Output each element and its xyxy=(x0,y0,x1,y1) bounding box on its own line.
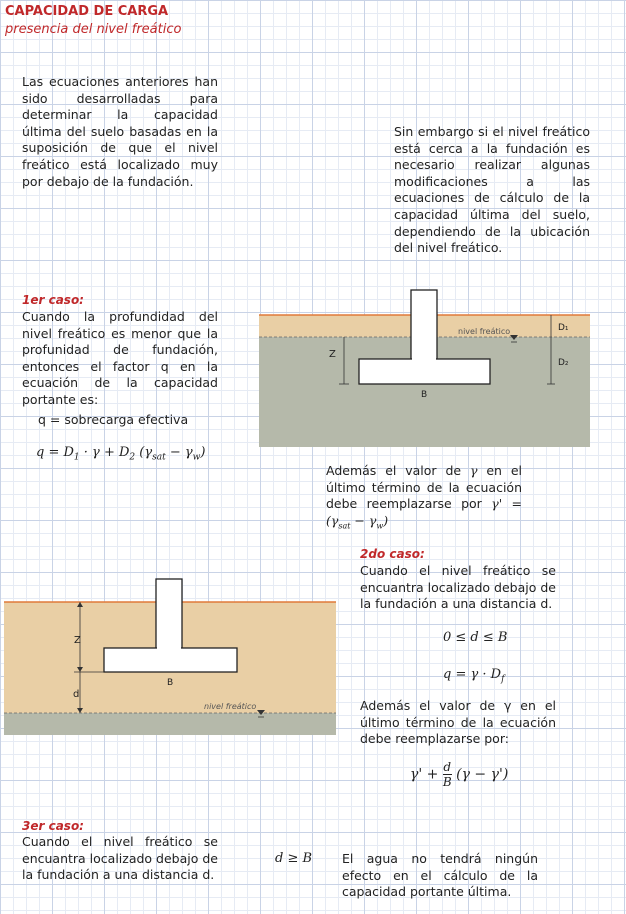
case1-d2-label: D₂ xyxy=(558,358,569,368)
page-subtitle: presencia del nivel freático xyxy=(5,22,182,37)
case1-note: Además el valor de γ en el último término de la ecuación debe reemplazarse por $\gamma' = (\gamma_{sat} - \gamma_w)$ xyxy=(326,463,522,531)
case2-saturated-layer xyxy=(4,713,336,735)
case2-z-label: Z xyxy=(74,635,81,646)
case1-paragraph: Cuando la profundidad del nivel freático es menor que la profunidad de fundación, entonces el factor q en la ecuación de la capacidad portante es: xyxy=(22,309,218,407)
case2-heading: 2do caso: xyxy=(360,547,425,561)
page-title: CAPACIDAD DE CARGA xyxy=(5,4,169,19)
case2-paragraph: Cuando el nivel freático se encuantra localizado debajo de la fundación a una distancia d. xyxy=(360,563,556,612)
case1-formula: $q = D_1 \cdot \gamma + D_2$ $(\gamma_{sat} - \gamma_w)$ xyxy=(36,445,206,463)
case1-d1-label: D₁ xyxy=(558,323,569,333)
case2-water-label: nivel freático xyxy=(204,702,257,711)
case1-water-label: nivel freático xyxy=(458,327,511,336)
case2-diagram xyxy=(4,575,336,735)
case1-z-label: Z xyxy=(329,349,336,360)
case3-condition: d ≥ B xyxy=(275,851,313,866)
intro-left-paragraph: Las ecuaciones anteriores han sido desarrolladas para determinar la capacidad última del suelo basadas en la suposición de que el nivel freático está localizado muy por debajo de la fundación. xyxy=(22,74,218,189)
case2-d-label: d xyxy=(73,689,80,700)
case1-b-label: B xyxy=(421,390,428,400)
case2-replacement: γ' + $\frac{d}{B}$ (γ − γ') xyxy=(410,760,509,789)
case2-formula: $q = \gamma \cdot D_f$ xyxy=(443,667,505,685)
intro-right-paragraph: Sin embargo si el nivel freático está cerca a la fundación es necesario realizar algunas modificaciones a las ecuaciones de cálculo de la capacidad última del suelo, dependiendo de la ubicación del nivel freático. xyxy=(394,124,590,256)
case1-q-definition: q = sobrecarga efectiva xyxy=(38,412,189,427)
case3-paragraph: Cuando el nivel freático se encuantra localizado debajo de la fundación a una distancia d. xyxy=(22,834,218,883)
case1-footing-base xyxy=(359,359,490,384)
case2-footing-base xyxy=(104,648,237,672)
case2-note: Además el valor de γ en el último término de la ecuación debe reemplazarse por: xyxy=(360,698,556,747)
case2-range: 0 ≤ d ≤ B xyxy=(443,630,508,645)
case2-b-label: B xyxy=(167,678,174,688)
case3-result: El agua no tendrá ningún efecto en el cálculo de la capacidad portante última. xyxy=(342,851,538,900)
case1-heading: 1er caso: xyxy=(22,293,84,307)
case1-footing-column xyxy=(411,290,437,362)
case2-footing-column xyxy=(156,579,182,651)
case3-heading: 3er caso: xyxy=(22,819,84,833)
case1-diagram xyxy=(259,287,590,447)
